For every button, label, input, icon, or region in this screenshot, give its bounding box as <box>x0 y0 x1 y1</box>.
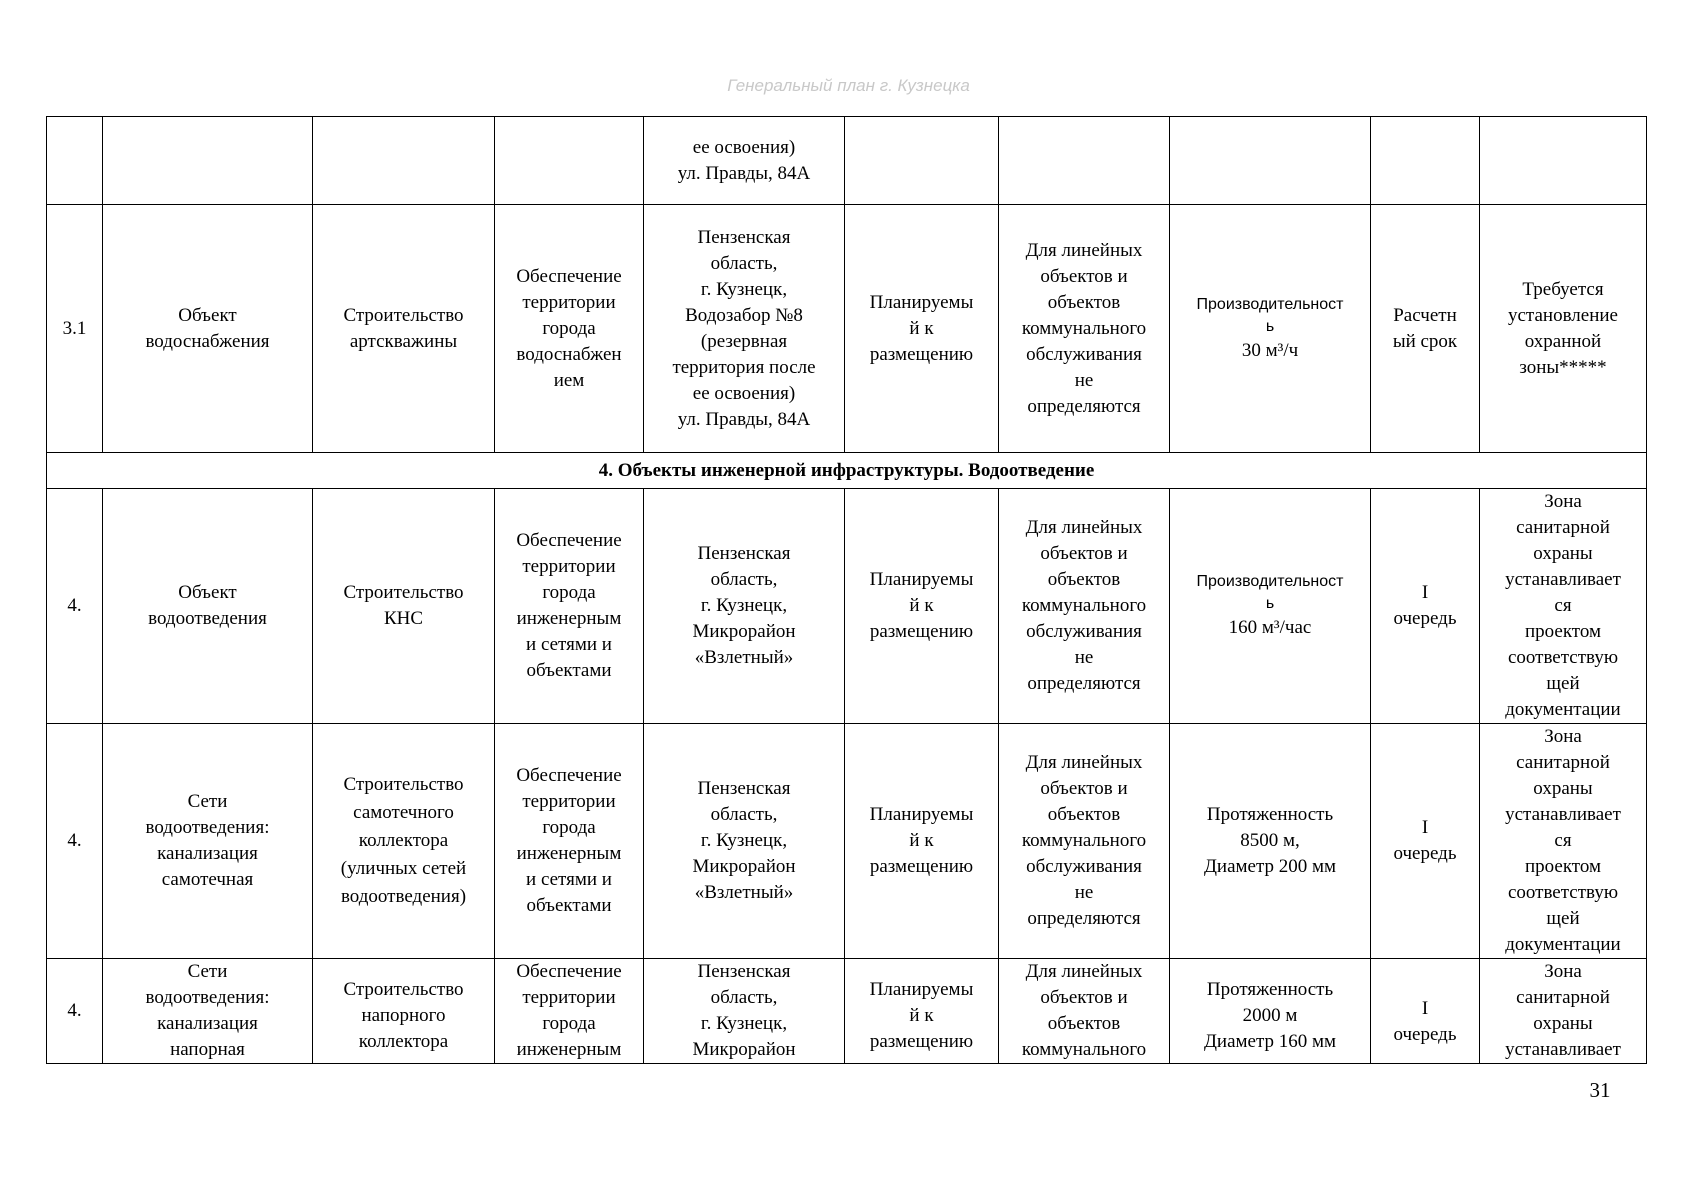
cell-location: ее освоения) ул. Правды, 84А <box>644 117 845 205</box>
cell-num: 4. <box>47 959 103 1064</box>
cell-action: Строительство самотечного коллектора (уличных сетей водоотведения) <box>313 724 495 959</box>
cell-zone-note: Зона санитарной охраны устанавливает ся проектом соответствую щей документации <box>1480 724 1647 959</box>
cell-object <box>103 117 313 205</box>
planning-table <box>46 116 1647 1064</box>
table-row-3-1 <box>47 205 1647 453</box>
table-row-4-1 <box>47 489 1647 724</box>
capacity-label: Производительност ь <box>1196 295 1344 335</box>
cell-purpose <box>495 117 644 205</box>
page-number: 31 <box>1589 1078 1611 1102</box>
cell-term: I очередь <box>1371 959 1480 1064</box>
cell-action: Строительство КНС <box>313 489 495 724</box>
cell-num: 3.1 <box>47 205 103 453</box>
cell-purpose: Обеспечение территории города водоснабжен ием <box>495 205 644 453</box>
cell-location: Пензенская область, г. Кузнецк, Микрорайон «Взлетный» <box>644 489 845 724</box>
cell-zones: Для линейных объектов и объектов коммунального обслуживания не определяются <box>999 205 1170 453</box>
cell-status: Планируемы й к размещению <box>845 959 999 1064</box>
capacity-label: Производительност ь <box>1196 573 1344 612</box>
cell-term: Расчетн ый срок <box>1371 205 1480 453</box>
cell-zone-note: Зона санитарной охраны устанавливает <box>1480 959 1647 1064</box>
cell-action <box>313 117 495 205</box>
cell-term <box>1371 117 1480 205</box>
cell-capacity <box>1170 205 1371 453</box>
capacity-value: 30 м³/ч <box>1241 339 1299 361</box>
cell-term: I очередь <box>1371 724 1480 959</box>
cell-capacity: Протяженность 8500 м, Диаметр 200 мм <box>1170 724 1371 959</box>
cell-object: Сети водоотведения: канализация напорная <box>103 959 313 1064</box>
cell-capacity <box>1170 489 1371 724</box>
capacity-value: 160 м³/час <box>1228 617 1312 638</box>
cell-purpose: Обеспечение территории города инженерным и сетями и объектами <box>495 724 644 959</box>
cell-zones: Для линейных объектов и объектов коммунального <box>999 959 1170 1064</box>
cell-num <box>47 117 103 205</box>
cell-zones: Для линейных объектов и объектов коммунального обслуживания не определяются <box>999 724 1170 959</box>
cell-num: 4. <box>47 724 103 959</box>
cell-zone-note: Зона санитарной охраны устанавливает ся проектом соответствую щей документации <box>1480 489 1647 724</box>
cell-zone-note: Требуется установление охранной зоны***** <box>1480 205 1647 453</box>
cell-zone-note <box>1480 117 1647 205</box>
page-header: Генеральный план г. Кузнецка <box>727 76 970 95</box>
section-header-row <box>47 453 1647 489</box>
section-title: 4. Объекты инженерной инфраструктуры. Водоотведение <box>47 453 1647 489</box>
cell-num: 4. <box>47 489 103 724</box>
cell-purpose: Обеспечение территории города инженерным <box>495 959 644 1064</box>
table-row-4-2 <box>47 724 1647 959</box>
cell-capacity: Протяженность 2000 м Диаметр 160 мм <box>1170 959 1371 1064</box>
cell-status <box>845 117 999 205</box>
table-row-continuation <box>47 117 1647 205</box>
cell-object: Сети водоотведения: канализация самотечная <box>103 724 313 959</box>
cell-status: Планируемы й к размещению <box>845 205 999 453</box>
cell-location: Пензенская область, г. Кузнецк, Микрорайон «Взлетный» <box>644 724 845 959</box>
cell-status: Планируемы й к размещению <box>845 489 999 724</box>
cell-status: Планируемы й к размещению <box>845 724 999 959</box>
cell-location: Пензенская область, г. Кузнецк, Водозабор №8 (резервная территория после ее освоения) ул. Правды, 84А <box>644 205 845 453</box>
cell-zones: Для линейных объектов и объектов коммунального обслуживания не определяются <box>999 489 1170 724</box>
cell-object: Объект водоотведения <box>103 489 313 724</box>
cell-purpose: Обеспечение территории города инженерным и сетями и объектами <box>495 489 644 724</box>
cell-action: Строительство артскважины <box>313 205 495 453</box>
cell-location: Пензенская область, г. Кузнецк, Микрорайон <box>644 959 845 1064</box>
table-row-4-3 <box>47 959 1647 1064</box>
cell-action: Строительство напорного коллектора <box>313 959 495 1064</box>
cell-zones <box>999 117 1170 205</box>
cell-object: Объект водоснабжения <box>103 205 313 453</box>
cell-capacity <box>1170 117 1371 205</box>
cell-term: I очередь <box>1371 489 1480 724</box>
